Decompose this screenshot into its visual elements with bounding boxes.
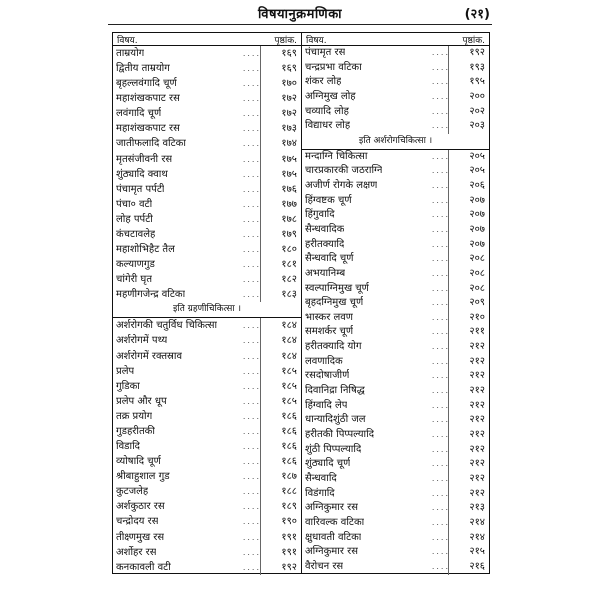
entry-subject: स्वल्पाग्निमुख चूर्ण — [305, 282, 369, 294]
entry-page: १८४ — [260, 333, 297, 348]
index-entry — [302, 208, 489, 223]
dot-leader: .... — [242, 381, 261, 391]
dot-leader: .... — [242, 321, 261, 331]
index-entry — [302, 164, 489, 179]
index-entry — [113, 394, 301, 409]
entry-page: १९३ — [448, 61, 485, 76]
entry-page: २१४ — [448, 516, 485, 531]
index-entry — [302, 413, 489, 428]
index-entry — [113, 287, 301, 302]
entry-subject: विद्याधर लोह — [305, 120, 351, 132]
dot-leader: .... — [431, 77, 450, 87]
entry-subject: कनकावली वटी — [116, 561, 171, 573]
entry-page: १८९ — [260, 499, 297, 514]
dot-leader: .... — [242, 260, 261, 270]
index-entry — [302, 223, 489, 238]
dot-leader: .... — [242, 229, 261, 239]
entry-page: २०२ — [448, 105, 485, 120]
dot-leader: .... — [431, 342, 450, 352]
entry-subject: धान्यादिशुंठी जल — [305, 414, 366, 426]
index-entry — [113, 454, 301, 469]
dot-leader: .... — [242, 366, 261, 376]
entry-subject: तक्र प्रयोग — [116, 410, 153, 422]
entry-page: १७९ — [260, 227, 297, 242]
dot-leader: .... — [242, 517, 261, 527]
index-entry — [302, 443, 489, 458]
dot-leader: .... — [242, 290, 261, 300]
dot-leader: .... — [431, 151, 450, 161]
column-header — [302, 33, 489, 46]
entry-page: २१२ — [448, 487, 485, 502]
index-entry — [302, 267, 489, 282]
entry-page: १८७ — [260, 469, 297, 484]
entry-page: १७८ — [260, 212, 297, 227]
entry-page: १७२ — [260, 91, 297, 106]
index-entry — [113, 152, 301, 167]
entry-subject: हरीतक्यादि — [305, 238, 345, 250]
index-entry — [302, 340, 489, 355]
subject-label: विषय. — [117, 36, 138, 46]
entry-page: २१० — [448, 311, 485, 326]
entry-page: २१२ — [448, 369, 485, 384]
entry-subject: शुंठ्यादि क्वाथ — [116, 168, 168, 180]
entry-subject: पंचामृत रस — [305, 47, 346, 58]
entry-page: १८४ — [260, 349, 297, 364]
dot-leader: .... — [242, 487, 261, 497]
entry-page: १६९ — [260, 61, 297, 76]
index-entry — [302, 90, 489, 105]
entry-subject: व्योषादि चूर्ण — [116, 456, 161, 468]
entry-subject: चारप्रकारकी जठराग्नि — [305, 165, 383, 177]
entry-page: १८० — [260, 242, 297, 257]
entry-page: २१४ — [448, 531, 485, 546]
entry-subject: चव्यादि लोह — [305, 105, 349, 117]
dot-leader: .... — [242, 245, 261, 255]
index-entry — [113, 318, 301, 333]
entry-page: २०८ — [448, 282, 485, 297]
entry-page: २१२ — [448, 472, 485, 487]
entry-subject: हिंगुवादि — [305, 209, 335, 221]
dot-leader: .... — [242, 336, 261, 346]
dot-leader: .... — [431, 386, 450, 396]
dot-leader: .... — [431, 518, 450, 527]
page-label: पृष्ठांक. — [462, 36, 485, 46]
index-entry — [113, 242, 301, 257]
dot-leader: .... — [431, 474, 450, 484]
index-entry — [113, 379, 301, 394]
entry-subject: भास्कर लवण — [305, 311, 354, 323]
entry-subject: प्रलेप और धूप — [116, 395, 167, 407]
entry-page: २१२ — [448, 413, 485, 428]
dot-leader: .... — [431, 121, 450, 131]
dot-leader: .... — [242, 547, 261, 557]
entry-page: २१२ — [448, 355, 485, 370]
entry-page: १७५ — [260, 167, 297, 182]
index-entry — [113, 364, 301, 379]
dot-leader: .... — [431, 254, 450, 264]
dot-leader: .... — [431, 62, 450, 72]
left-rows — [113, 46, 301, 575]
section-end — [302, 134, 489, 150]
dot-leader: .... — [431, 48, 450, 57]
index-entry — [302, 282, 489, 297]
index-entry — [302, 325, 489, 340]
entry-page: १९१ — [260, 530, 297, 545]
entry-page: २०५ — [448, 150, 485, 165]
entry-subject: क्षुधावती वटिका — [305, 531, 362, 543]
dot-leader: .... — [431, 532, 450, 542]
index-entry — [113, 167, 301, 182]
entry-subject: लवंगादि चूर्ण — [116, 108, 162, 120]
dot-leader: .... — [431, 327, 450, 337]
entry-subject: रसदोषाजीर्ण — [305, 370, 350, 382]
entry-page: १९० — [260, 514, 297, 529]
entry-subject: हरीतकी पिप्पल्यादि — [305, 429, 375, 441]
index-entry — [113, 61, 301, 76]
index-entry — [302, 46, 489, 61]
entry-page: १८६ — [260, 409, 297, 424]
index-entry — [113, 545, 301, 560]
dot-leader: .... — [242, 94, 261, 104]
entry-subject: शुंठी पिप्पल्यादि — [305, 443, 362, 455]
entry-page: २१२ — [448, 384, 485, 399]
page-title: विषयानुक्रमणिका — [257, 7, 343, 22]
entry-subject: शुंठ्यादि चूर्ण — [305, 458, 351, 470]
right-rows — [302, 46, 489, 575]
entry-subject: तीक्ष्णमुख रस — [116, 531, 165, 543]
entry-page: १८४ — [260, 318, 297, 333]
entry-page: २११ — [448, 325, 485, 340]
index-entry — [113, 484, 301, 499]
entry-subject: हरीतक्यादि योग — [305, 341, 362, 353]
entry-subject: द्वितीय ताम्रयोग — [116, 63, 170, 75]
section-end-text: इति ग्रहणीचिकित्सा । — [173, 304, 241, 315]
entry-page: २०८ — [448, 267, 485, 282]
entry-page: १८६ — [260, 439, 297, 454]
index-entry — [113, 197, 301, 212]
dot-leader: .... — [242, 154, 261, 164]
index-entry — [302, 355, 489, 370]
entry-subject: अभयानिम्ब — [305, 267, 346, 279]
dot-leader: .... — [431, 503, 450, 513]
dot-leader: .... — [242, 199, 261, 209]
dot-leader: .... — [242, 426, 261, 436]
dot-leader: .... — [242, 49, 261, 58]
index-entry — [302, 545, 489, 560]
dot-leader: .... — [431, 268, 450, 278]
entry-subject: श्रीबाहुशाल गुड — [116, 471, 170, 483]
entry-page: २१२ — [448, 340, 485, 355]
entry-page: १८५ — [260, 394, 297, 409]
entry-page: २०३ — [448, 119, 485, 134]
dot-leader: .... — [431, 283, 450, 293]
dot-leader: .... — [242, 64, 261, 74]
entry-subject: अर्शरोगमें रक्तस्राव — [116, 350, 183, 362]
entry-page: २०९ — [448, 296, 485, 311]
entry-subject: बृहदग्निमुख चूर्ण — [305, 297, 364, 309]
index-entry — [113, 121, 301, 136]
entry-subject: वैरोचन रस — [305, 560, 344, 572]
entry-page: १८१ — [260, 257, 297, 272]
right-column — [302, 33, 489, 573]
dot-leader: .... — [431, 371, 450, 381]
entry-subject: अग्निकुमार रस — [305, 502, 358, 514]
dot-leader: .... — [431, 356, 450, 366]
entry-subject: अजीर्ण रोगके लक्षण — [305, 179, 378, 191]
dot-leader: .... — [431, 166, 450, 176]
dot-leader: .... — [242, 124, 261, 134]
dot-leader: .... — [242, 351, 261, 361]
entry-subject: कंचटावलेह — [116, 228, 156, 240]
index-entry — [113, 409, 301, 424]
entry-subject: सैन्धवादि चूर्ण — [305, 253, 354, 265]
entry-page: १७६ — [260, 182, 297, 197]
entry-subject: अर्शरोगकी चतुर्विध चिकित्सा — [116, 320, 218, 332]
entry-subject: सैन्धवादिक — [305, 223, 345, 235]
entry-subject: लवणादिक — [305, 355, 343, 367]
section-end-text: इति अर्शरोगचिकित्सा । — [358, 135, 433, 146]
index-entry — [302, 428, 489, 443]
page-number: (२१) — [464, 7, 490, 22]
dot-leader: .... — [431, 91, 450, 101]
entry-subject: चन्द्रप्रभा वटिका — [305, 61, 362, 73]
index-entry — [302, 194, 489, 209]
entry-page: १८३ — [260, 287, 297, 302]
dot-leader: .... — [431, 561, 450, 571]
column-header — [113, 33, 301, 46]
entry-page: २०० — [448, 90, 485, 105]
index-entry — [302, 472, 489, 487]
entry-page: २१५ — [448, 545, 485, 560]
entry-page: २१६ — [448, 560, 485, 575]
entry-page: १८५ — [260, 364, 297, 379]
index-entry — [113, 106, 301, 121]
entry-subject: मृतसंजीवनी रस — [116, 153, 173, 165]
entry-subject: हिंग्वादि लेप — [305, 399, 348, 411]
dot-leader: .... — [431, 444, 450, 454]
dot-leader: .... — [431, 239, 450, 249]
entry-subject: अर्शोहर रस — [116, 546, 157, 558]
index-entry — [302, 457, 489, 472]
entry-page: १९२ — [260, 560, 297, 575]
index-entry — [113, 499, 301, 514]
title-rule — [108, 24, 492, 25]
index-entry — [302, 296, 489, 311]
index-entry — [113, 272, 301, 287]
entry-page: १७० — [260, 76, 297, 91]
section-end — [113, 302, 301, 318]
entry-page: १८५ — [260, 379, 297, 394]
dot-leader: .... — [242, 502, 261, 512]
index-entry — [113, 530, 301, 545]
entry-page: २१२ — [448, 399, 485, 414]
index-entry — [302, 150, 489, 165]
entry-page: २०६ — [448, 179, 485, 194]
dot-leader: .... — [242, 214, 261, 224]
dot-leader: .... — [431, 547, 450, 557]
dot-leader: .... — [431, 106, 450, 116]
index-entry — [302, 369, 489, 384]
entry-subject: प्रलेप — [116, 365, 135, 377]
index-entry — [113, 424, 301, 439]
entry-subject: कुटजलेह — [116, 486, 149, 498]
entry-page: २०७ — [448, 208, 485, 223]
entry-subject: शंकर लोह — [305, 76, 342, 88]
index-entry — [113, 91, 301, 106]
entry-page: २१२ — [448, 443, 485, 458]
entry-subject: विडादि — [116, 441, 140, 453]
entry-subject: समशर्कर चूर्ण — [305, 326, 354, 338]
entry-subject: गुडहरीतकी — [116, 425, 155, 437]
index-entry — [302, 516, 489, 531]
dot-leader: .... — [242, 275, 261, 285]
index-entry — [113, 136, 301, 151]
dot-leader: .... — [242, 396, 261, 406]
entry-page: २०७ — [448, 238, 485, 253]
index-entry — [113, 514, 301, 529]
dot-leader: .... — [431, 459, 450, 469]
index-entry — [302, 531, 489, 546]
index-entry — [302, 238, 489, 253]
index-entry — [113, 349, 301, 364]
entry-subject: दिवानिद्रा निषिद्ध — [305, 385, 365, 397]
index-entry — [302, 119, 489, 134]
dot-leader: .... — [242, 442, 261, 452]
dot-leader: .... — [431, 488, 450, 498]
entry-page: १७७ — [260, 197, 297, 212]
index-entry — [113, 333, 301, 348]
dot-leader: .... — [242, 562, 261, 572]
subject-label: विषय. — [306, 36, 327, 46]
dot-leader: .... — [242, 184, 261, 194]
dot-leader: .... — [431, 180, 450, 190]
entry-page: २०७ — [448, 223, 485, 238]
index-entry — [113, 469, 301, 484]
dot-leader: .... — [431, 195, 450, 205]
index-entry — [113, 257, 301, 272]
index-entry — [302, 487, 489, 502]
index-entry — [302, 75, 489, 90]
dot-leader: .... — [242, 411, 261, 421]
index-entry — [113, 560, 301, 575]
dot-leader: .... — [431, 224, 450, 234]
dot-leader: .... — [242, 532, 261, 542]
index-entry — [302, 399, 489, 414]
index-table — [112, 32, 490, 574]
index-entry — [302, 179, 489, 194]
index-entry — [113, 76, 301, 91]
entry-page: १९५ — [448, 75, 485, 90]
entry-page: १७३ — [260, 121, 297, 136]
entry-subject: महणीगजेन्द्र वटिका — [116, 289, 186, 301]
index-entry — [113, 227, 301, 242]
entry-subject: जातीफलादि वटिका — [116, 138, 186, 150]
entry-page: १६९ — [260, 46, 297, 61]
dot-leader: .... — [242, 139, 261, 149]
entry-subject: गुडिका — [116, 380, 140, 392]
entry-subject: विडंगादि — [305, 487, 335, 499]
index-entry — [113, 182, 301, 197]
dot-leader: .... — [431, 298, 450, 308]
entry-subject: महाशोभिहैट तैल — [116, 244, 175, 256]
entry-subject: कल्याणगुड — [116, 259, 155, 271]
entry-subject: अग्निमुख लोह — [305, 90, 356, 102]
index-entry — [302, 501, 489, 516]
entry-page: २०७ — [448, 194, 485, 209]
dot-leader: .... — [242, 109, 261, 119]
entry-subject: महाशंखकपाट रस — [116, 123, 180, 135]
entry-subject: सैन्धवादि — [305, 473, 337, 485]
entry-page: २०८ — [448, 252, 485, 267]
dot-leader: .... — [431, 400, 450, 410]
entry-subject: हिंग्वष्टक चूर्ण — [305, 194, 352, 206]
entry-subject: चन्द्रोदय रस — [116, 516, 159, 528]
entry-page: २१२ — [448, 428, 485, 443]
index-entry — [302, 105, 489, 120]
index-entry — [302, 252, 489, 267]
left-column — [113, 33, 302, 573]
entry-subject: अर्शरोगमें पथ्य — [116, 335, 168, 347]
entry-subject: बृहल्लवंगादि चूर्ण — [116, 78, 177, 90]
dot-leader: .... — [242, 457, 261, 467]
dot-leader: .... — [242, 169, 261, 179]
entry-page: २१३ — [448, 501, 485, 516]
entry-page: २०५ — [448, 164, 485, 179]
entry-subject: मन्दाग्नि चिकित्सा — [305, 150, 368, 162]
entry-page: २१२ — [448, 457, 485, 472]
entry-subject: महाशंखकपाट रस — [116, 93, 180, 105]
index-entry — [113, 439, 301, 454]
index-entry — [302, 384, 489, 399]
page-label: पृष्ठांक. — [274, 36, 297, 46]
dot-leader: .... — [431, 430, 450, 440]
entry-page: १८६ — [260, 424, 297, 439]
entry-page: १९२ — [448, 46, 485, 61]
entry-page: १८८ — [260, 484, 297, 499]
entry-page: १८२ — [260, 272, 297, 287]
entry-page: १८६ — [260, 454, 297, 469]
entry-subject: ताम्रयोग — [116, 48, 145, 59]
index-entry — [113, 46, 301, 61]
entry-subject: लोह पर्पटी — [116, 213, 153, 225]
dot-leader: .... — [431, 210, 450, 220]
entry-page: १७५ — [260, 152, 297, 167]
entry-subject: वारिवल्क वटिका — [305, 517, 365, 528]
entry-page: १७४ — [260, 136, 297, 151]
entry-subject: पंचा० वटी — [116, 198, 153, 210]
entry-subject: चांगेरी घृत — [116, 274, 153, 286]
entry-subject: अर्शकुठार रस — [116, 501, 165, 513]
dot-leader: .... — [242, 79, 261, 89]
entry-subject: पंचामृत पर्पटी — [116, 183, 165, 195]
index-entry — [302, 61, 489, 76]
dot-leader: .... — [431, 415, 450, 425]
dot-leader: .... — [431, 312, 450, 322]
index-entry — [113, 212, 301, 227]
index-entry — [302, 560, 489, 575]
entry-page: १९१ — [260, 545, 297, 560]
index-entry — [302, 311, 489, 326]
entry-page: १७२ — [260, 106, 297, 121]
entry-subject: अग्निकुमार रस — [305, 546, 358, 558]
dot-leader: .... — [242, 472, 261, 482]
